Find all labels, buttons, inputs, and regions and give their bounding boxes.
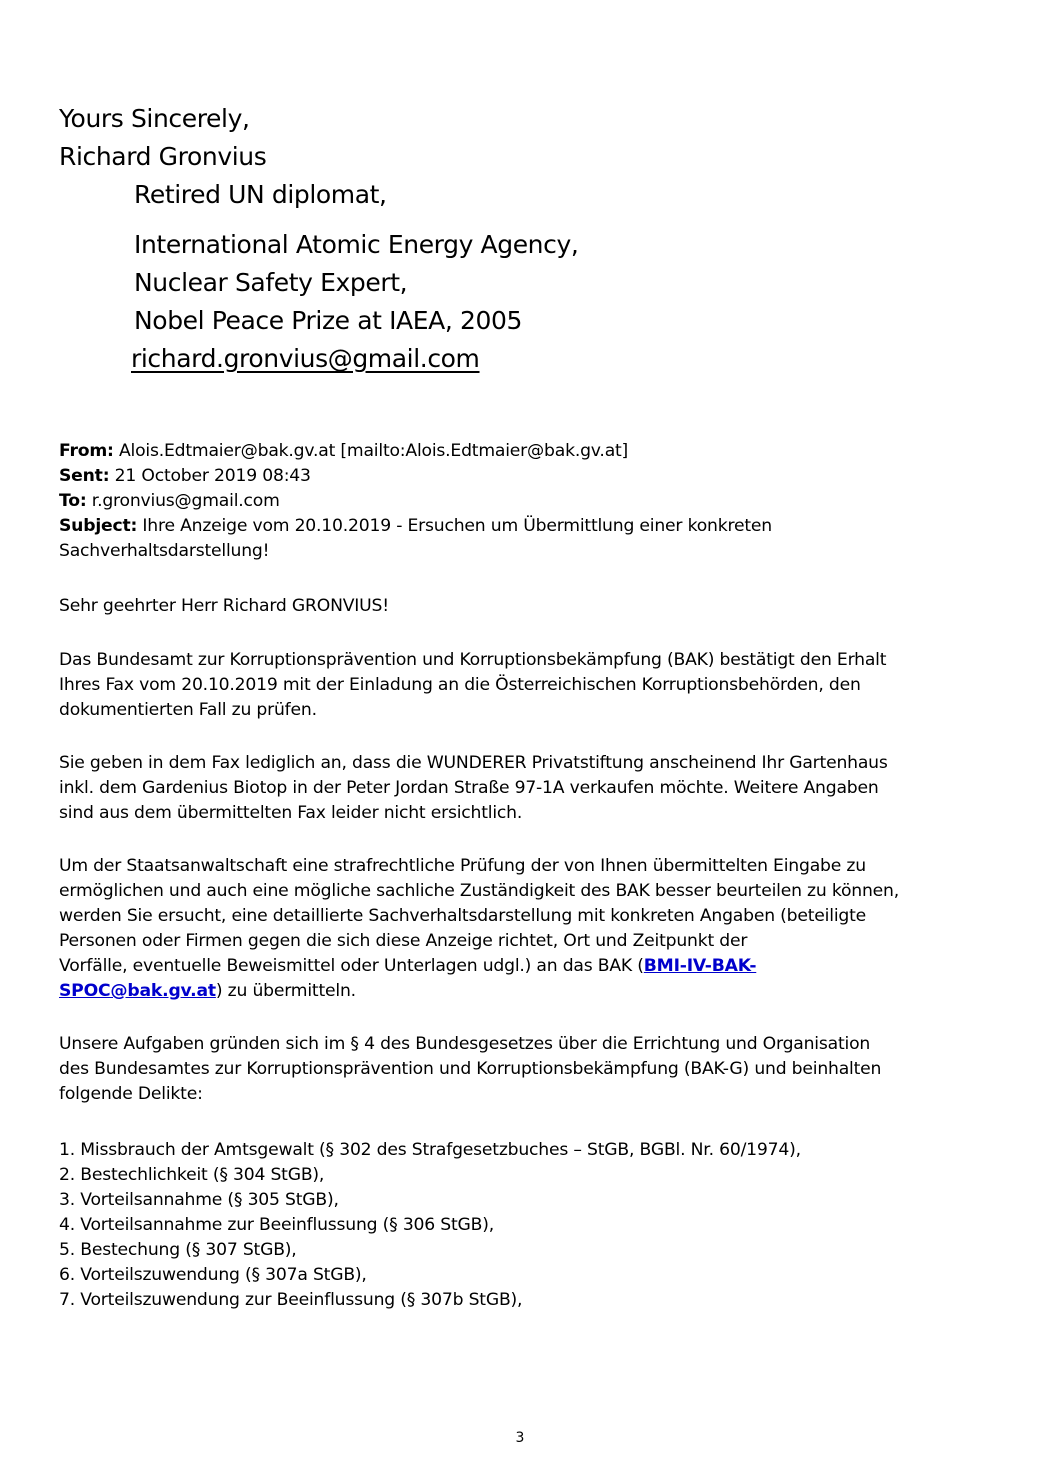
offense-item: 3. Vorteilsannahme (§ 305 StGB), bbox=[59, 1190, 339, 1210]
paragraph-line: Personen oder Firmen gegen die sich diese Anzeige richtet, Ort und Zeitpunkt der bbox=[59, 931, 748, 951]
paragraph-line: dokumentierten Fall zu prüfen. bbox=[59, 700, 317, 720]
paragraph-line bbox=[59, 979, 989, 1004]
bak-email-link-part-2[interactable]: SPOC@bak.gv.at bbox=[59, 981, 216, 1001]
sent-label: Sent: bbox=[59, 466, 110, 486]
paragraph-line: werden Sie ersucht, eine detaillierte Sachverhaltsdarstellung mit konkreten Angaben (beteiligte bbox=[59, 906, 867, 926]
paragraph-line: Sie geben in dem Fax lediglich an, dass die WUNDERER Privatstiftung anscheinend Ihr Gartenhaus bbox=[59, 753, 888, 773]
email-body bbox=[59, 439, 989, 1313]
header-subject bbox=[59, 514, 989, 539]
paragraph-line: ermöglichen und auch eine mögliche sachliche Zuständigkeit des BAK besser beurteilen zu können, bbox=[59, 881, 900, 901]
paragraph-line: Unsere Aufgaben gründen sich im § 4 des Bundesgesetzes über die Errichtung und Organisation bbox=[59, 1034, 871, 1054]
email-header bbox=[59, 439, 989, 564]
paragraph-1 bbox=[59, 648, 989, 723]
signature-title-2: International Atomic Energy Agency, bbox=[134, 230, 579, 259]
offense-item: 6. Vorteilszuwendung (§ 307a StGB), bbox=[59, 1265, 367, 1285]
subject-value: Ihre Anzeige vom 20.10.2019 - Ersuchen um Übermittlung einer konkreten bbox=[137, 516, 772, 536]
offense-item: 5. Bestechung (§ 307 StGB), bbox=[59, 1240, 297, 1260]
offense-item: 2. Bestechlichkeit (§ 304 StGB), bbox=[59, 1165, 325, 1185]
paragraph-2 bbox=[59, 751, 989, 826]
paragraph-4 bbox=[59, 1032, 989, 1107]
line-suffix: ) zu übermitteln. bbox=[215, 981, 356, 1001]
paragraph-line: sind aus dem übermittelten Fax leider nicht ersichtlich. bbox=[59, 803, 523, 823]
paragraph-line: inkl. dem Gardenius Biotop in der Peter Jordan Straße 97-1A verkaufen möchte. Weitere Angaben bbox=[59, 778, 879, 798]
paragraph-line: des Bundesamtes zur Korruptionsprävention und Korruptionsbekämpfung (BAK-G) und beinhalten bbox=[59, 1059, 882, 1079]
signature-block bbox=[59, 100, 578, 378]
line-prefix: Vorfälle, eventuelle Beweismittel oder Unterlagen udgl.) an das BAK ( bbox=[59, 956, 644, 976]
header-from bbox=[59, 439, 989, 464]
offense-item: 7. Vorteilszuwendung zur Beeinflussung (§ 307b StGB), bbox=[59, 1290, 523, 1310]
subject-label: Subject: bbox=[59, 516, 138, 536]
signature-name: Richard Gronvius bbox=[59, 142, 267, 171]
paragraph-line: Um der Staatsanwaltschaft eine strafrechtliche Prüfung der von Ihnen übermittelten Eingabe zu bbox=[59, 856, 866, 876]
offense-list bbox=[59, 1138, 989, 1313]
paragraph-line: Ihres Fax vom 20.10.2019 mit der Einladung an die Österreichischen Korruptionsbehörden, den bbox=[59, 675, 861, 695]
from-label: From: bbox=[59, 441, 114, 461]
header-sent bbox=[59, 464, 989, 489]
signature-closing: Yours Sincerely, bbox=[59, 104, 250, 133]
to-label: To: bbox=[59, 491, 87, 511]
offense-item: 4. Vorteilsannahme zur Beeinflussung (§ 306 StGB), bbox=[59, 1215, 495, 1235]
paragraph-3 bbox=[59, 854, 989, 1004]
header-to bbox=[59, 489, 989, 514]
subject-value-line-2: Sachverhaltsdarstellung! bbox=[59, 541, 270, 561]
greeting: Sehr geehrter Herr Richard GRONVIUS! bbox=[59, 596, 389, 616]
to-value: r.gronvius@gmail.com bbox=[86, 491, 280, 511]
paragraph-line bbox=[59, 954, 989, 979]
signature-title-4: Nobel Peace Prize at IAEA, 2005 bbox=[134, 306, 522, 335]
page-number: 3 bbox=[515, 1430, 525, 1446]
bak-email-link-part-1[interactable]: BMI-IV-BAK- bbox=[643, 956, 757, 976]
signature-email-link[interactable]: richard.gronvius@gmail.com bbox=[131, 344, 480, 373]
signature-title-3: Nuclear Safety Expert, bbox=[134, 268, 408, 297]
paragraph-line: Das Bundesamt zur Korruptionsprävention und Korruptionsbekämpfung (BAK) bestätigt den Erhalt bbox=[59, 650, 887, 670]
from-value: Alois.Edtmaier@bak.gv.at [mailto:Alois.Edtmaier@bak.gv.at] bbox=[113, 441, 629, 461]
signature-title-1: Retired UN diplomat, bbox=[134, 180, 387, 209]
paragraph-line: folgende Delikte: bbox=[59, 1084, 203, 1104]
offense-item: 1. Missbrauch der Amtsgewalt (§ 302 des Strafgesetzbuches – StGB, BGBl. Nr. 60/1974), bbox=[59, 1140, 801, 1160]
sent-value: 21 October 2019 08:43 bbox=[109, 466, 311, 486]
